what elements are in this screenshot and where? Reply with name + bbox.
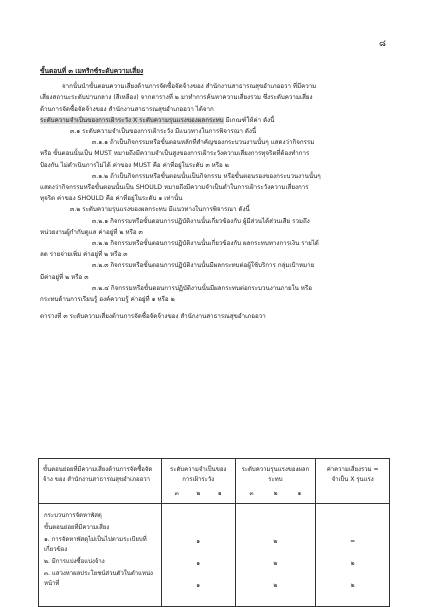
- risk-table: [38, 458, 390, 607]
- list-item: ๒. มีการแบ่งซื้อแบ่งจ้าง: [44, 558, 105, 565]
- section-3-2: ๓.๒ ระดับความรุนแรงของผลกระทบ มีแนวทางในการพิจารณา ดังนี้: [70, 206, 250, 214]
- steps-cell: [39, 504, 162, 607]
- table-header-row: [39, 459, 390, 504]
- total-risk-values: = ๒ ๒: [316, 504, 390, 607]
- table-caption: ตารางที่ ๓ ระดับความเสี่ยงด้านการจัดซื้อจัดจ้างของ สำนักงานสาธารณสุขอำเภออวา: [40, 313, 266, 321]
- group-title: กระบวนการจัดหาพัสดุ: [44, 512, 102, 519]
- document-body: [40, 66, 388, 322]
- intro-line-2: เสี่ยงสถานะระดับปานกลาง (สีเหลือง) จากตารางที่ ๒ มาทำการค้นหาความเสี่ยงรวม ซึ่งระดับความเสี่ยง: [40, 94, 313, 102]
- necessity-values: ๑ ๑ ๑: [161, 504, 235, 607]
- list-item: ๓. แสวงหาผลประโยชน์ส่วนตัวในตำแหน่งหน้าที่: [44, 570, 153, 587]
- item-3-2-2-line1: ๓.๒.๒ กิจกรรมหรือขั้นตอนการปฏิบัติงานนั้นเกี่ยวข้องกับ ผลกระทบทางการเงิน รายได้: [92, 240, 319, 248]
- header-necessity: ระดับความจำเป็นของการเฝ้าระวัง ๓ ๒ ๑: [161, 459, 235, 504]
- item-3-2-4-line2: กระทบด้านการเรียนรู้ องค์ความรู้ ค่าอยู่ที่ ๑ หรือ ๒: [40, 296, 175, 304]
- intro-line-3: ด้านการจัดซื้อจัดจ้างของ สำนักงานสาธารณสุขอำเภออวา ได้จาก: [40, 105, 214, 113]
- formula-highlight: ระดับความจำเป็นของการเฝ้าระวัง X ระดับความรุนแรงของผลกระทบ: [40, 116, 224, 124]
- item-3-2-3-line1: ๓.๒.๓ กิจกรรมหรือขั้นตอนการปฏิบัติงานนั้นมีผลกระทบต่อผู้ใช้บริการ กลุ่มเป้าหมาย: [92, 262, 315, 270]
- severity-scale: ๓ ๒ ๑: [249, 490, 302, 497]
- item-3-1-1-line3: ป้องกัน ไม่ดำเนินการไม่ได้ ค่าของ MUST คือ ค่าที่อยู่ในระดับ ๓ หรือ ๒: [40, 161, 229, 169]
- item-3-1-1-line1: ๓.๑.๑ ถ้าเป็นกิจกรรมหรือขั้นตอนหลักที่สำคัญของกระบวนงานนั้นๆ แสดงว่ากิจกรรม: [92, 139, 315, 147]
- item-3-2-4-line1: ๓.๒.๔ กิจกรรมหรือขั้นตอนการปฏิบัติงานนั้นมีผลกระทบต่อกระบวนงานภายใน หรือ: [92, 284, 312, 292]
- item-3-1-1-line2: หรือ ขั้นตอนนั้นเป็น MUST หมายถึงมีความจำเป็นสูงของการเฝ้าระวังความเสี่ยงการทุจริตที่ต้องทำการ: [40, 150, 310, 158]
- severity-values: ๒ ๒ ๒: [235, 504, 316, 607]
- table-row: [39, 504, 390, 607]
- header-severity: ระดับความรุนแรงของผลกระทบ ๓ ๒ ๑: [235, 459, 316, 504]
- page-number: ๘: [379, 39, 386, 49]
- necessity-scale: ๓ ๒ ๑: [174, 490, 222, 497]
- intro-line-1: จากนั้นนำขั้นตอนความเสี่ยงด้านการจัดซื้อจัดจ้างของ สำนักงานสาธารณสุขอำเภออวา ที่มีความ: [62, 83, 317, 91]
- item-3-2-3-line2: มีค่าอยู่ที่ ๒ หรือ ๓: [40, 273, 89, 281]
- header-total-risk: ค่าความเสี่ยงรวม = จำเป็น X รุนแรง: [316, 459, 390, 504]
- item-3-2-1-line2: หน่วยงานผู้กำกับดูแล ค่าอยู่ที่ ๒ หรือ ๓: [40, 228, 143, 236]
- formula-suffix: มีเกณฑ์ให้ค่า ดังนี้: [225, 116, 275, 124]
- group-subtitle: ขั้นตอนย่อยที่มีความเสี่ยง: [44, 524, 110, 531]
- item-3-2-2-line2: ลด รายจ่ายเพิ่ม ค่าอยู่ที่ ๒ หรือ ๓: [40, 251, 128, 259]
- formula-line: [40, 115, 388, 126]
- item-3-1-2-line3: ทุจริต ค่าของ SHOULD คือ ค่าที่อยู่ในระดับ ๑ เท่านั้น: [40, 195, 183, 203]
- list-item: ๑. การจัดหาพัสดุไม่เป็นไปตามระเบียบที่เกี่ยวข้อง: [44, 536, 147, 553]
- section-3-1: ๓.๑ ระดับความจำเป็นของการเฝ้าระวัง มีแนวทางในการพิจารณา ดังนี้: [70, 128, 257, 136]
- item-3-1-2-line1: ๓.๑.๒ ถ้าเป็นกิจกรรมหรือขั้นตอนนั้นเป็นกิจกรรม หรือขั้นตอนรองของกระบวนงานนั้นๆ: [92, 172, 321, 180]
- header-steps: ขั้นตอนย่อยที่มีความเสี่ยงด้านการจัดซื้อจัดจ้าง ของ สำนักงานสาธารณสุขอำเภออวา: [39, 459, 162, 504]
- section-heading: ขั้นตอนที่ ๓ เมทริกซ์ระดับความเสี่ยง: [40, 67, 144, 75]
- item-3-1-2-line2: แสดงว่ากิจกรรมหรือขั้นตอนนั้นเป็น SHOULD หมายถึงมีความจำเป็นต่ำในการเฝ้าระวังความเสี่ยงการ: [40, 184, 309, 192]
- item-3-2-1-line1: ๓.๒.๑ กิจกรรมหรือขั้นตอนการปฏิบัติงานนั้นเกี่ยวข้องกับ ผู้มีส่วนได้ส่วนเสีย รวมถึง: [92, 217, 310, 225]
